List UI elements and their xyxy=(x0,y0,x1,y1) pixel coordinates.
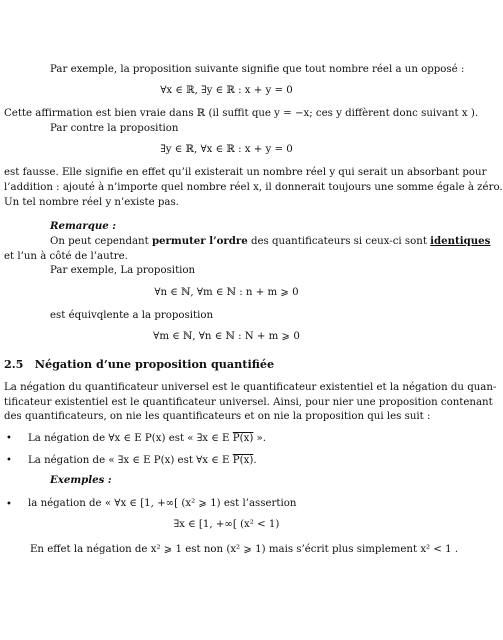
equation-5: ∃x ∈ [1, +∞[ (x² < 1) xyxy=(173,519,280,530)
para2-line1: est fausse. Elle signifie en effet qu’il existerait un nombre réel y qui serait un absorbant pour xyxy=(4,167,487,178)
equation-1: ∀x ∈ ℝ, ∃y ∈ ℝ : x + y = 0 xyxy=(160,85,293,96)
remarque-line4: est équivqlente a la proposition xyxy=(50,310,214,321)
para2-line2: l’addition : ajouté à n’importe quel nombre réel x, il donnerait toujours une somme égale à zéro. xyxy=(4,182,503,193)
remarque-line1 xyxy=(50,235,491,248)
bullet1-c: ». xyxy=(253,433,267,444)
bullet-dot: • xyxy=(6,433,12,444)
section-p2: tificateur existentiel est le quantificateur universel. Ainsi, pour nier une proposition contenant xyxy=(4,397,493,408)
equation-4: ∀m ∈ ℕ, ∀n ∈ ℕ : N + m ⩾ 0 xyxy=(153,331,300,342)
remarque-emphasis-permuter: permuter l’ordre xyxy=(151,235,248,247)
section-number: 2.5 xyxy=(4,357,24,371)
bullet-negation-universal xyxy=(28,432,449,445)
bullet2-negated-p: P(x) xyxy=(232,455,254,466)
remarque-title: Remarque : xyxy=(50,220,117,232)
remarque-line3: Par exemple, La proposition xyxy=(50,265,196,276)
bullet2-c: . xyxy=(253,455,257,466)
equation-3: ∀n ∈ ℕ, ∀m ∈ ℕ : n + m ⩾ 0 xyxy=(154,287,299,298)
para2-line3: Un tel nombre réel y n’existe pas. xyxy=(4,197,179,208)
remarque-line1-c: des quantificateurs si ceux-ci sont xyxy=(247,236,431,247)
bullet1-a: La négation de ∀x ∈ E P(x) est « ∃x ∈ E xyxy=(28,433,233,444)
exemple-bullet: la négation de « ∀x ∈ [1, +∞[ (x² ⩾ 1) est l’assertion xyxy=(28,498,297,509)
remarque-line1-a: On peut cependant xyxy=(50,236,152,247)
section-p3: des quantificateurs, on nie les quantificateurs et on nie la proposition qui les suit : xyxy=(4,411,431,422)
remarque-line2: et l’un à côté de l’autre. xyxy=(4,251,128,262)
bullet-negation-existential xyxy=(28,454,449,467)
section-heading xyxy=(4,358,449,372)
exemple-line: En effet la négation de x² ⩾ 1 est non (x² ⩾ 1) mais s’écrit plus simplement x² < 1 . xyxy=(30,544,459,555)
para1-line1: Cette affirmation est bien vraie dans ℝ (il suffit que y = −x; ces y diffèrent donc suivant x ). xyxy=(4,108,479,119)
bullet-dot: • xyxy=(6,499,12,510)
bullet1-negated-p: P(x) xyxy=(232,433,254,444)
section-title: Négation d’une proposition quantifiée xyxy=(34,357,275,371)
para1-line2: Par contre la proposition xyxy=(50,123,179,134)
equation-2: ∃y ∈ ℝ, ∀x ∈ ℝ : x + y = 0 xyxy=(160,144,293,155)
remarque-emphasis-identiques: identiques xyxy=(430,235,491,247)
para1-intro: Par exemple, la proposition suivante signifie que tout nombre réel a un opposé : xyxy=(50,64,465,75)
exemples-title: Exemples : xyxy=(50,474,112,486)
bullet2-a: La négation de « ∃x ∈ E P(x) est ∀x ∈ E xyxy=(28,455,233,466)
section-p1: La négation du quantificateur universel est le quantificateur existentiel et la négation du quan- xyxy=(4,382,497,393)
bullet-dot: • xyxy=(6,455,12,466)
